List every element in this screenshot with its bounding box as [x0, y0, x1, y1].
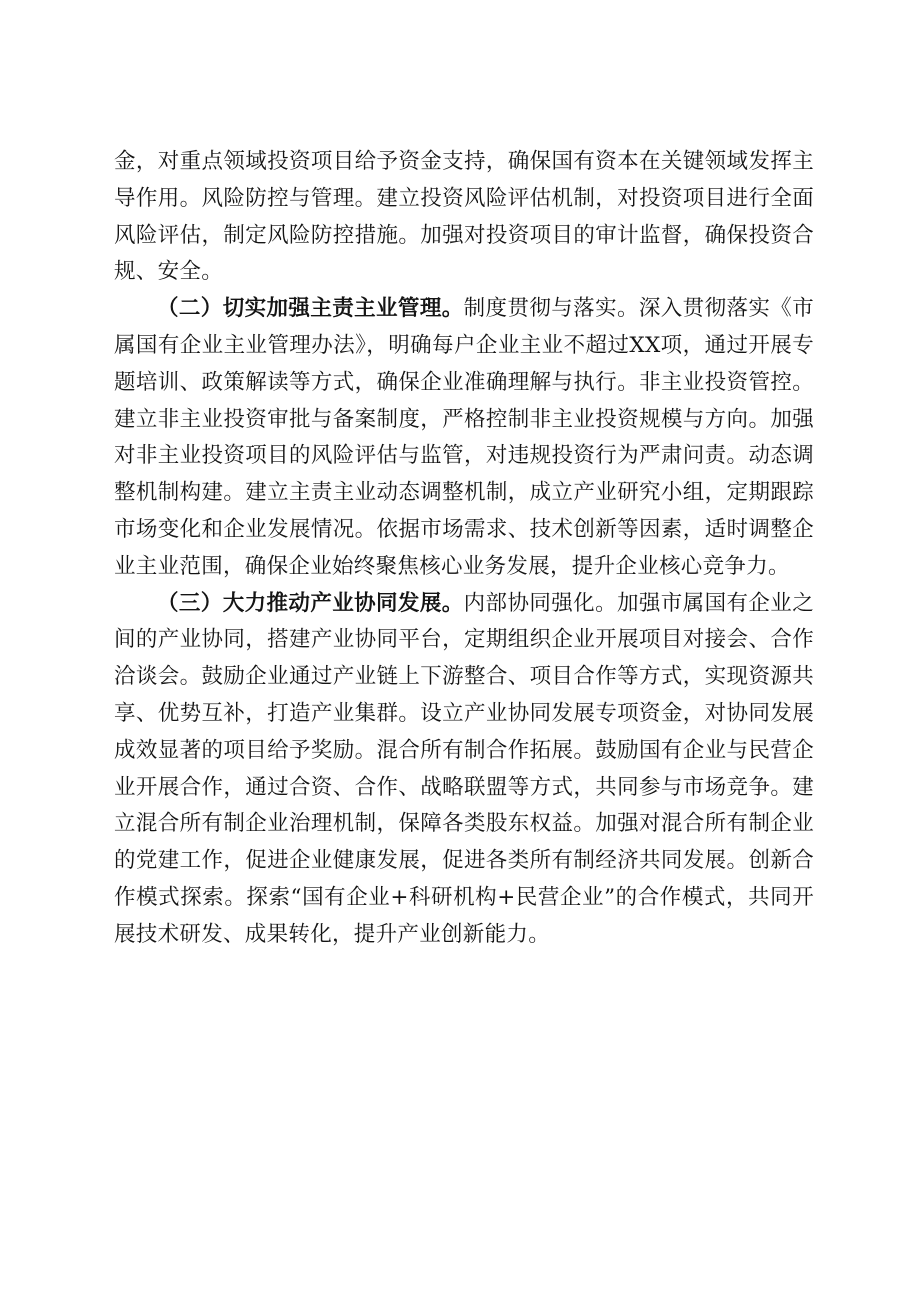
section-heading: （三）大力推动产业协同发展。 [157, 590, 464, 616]
document-body [114, 144, 814, 954]
paragraph-body: 制度贯彻与落实。深入贯彻落实《市属国有企业主业管理办法》，明确每户企业主业不超过XX项，通过开展专题培训、政策解读等方式，确保企业准确理解与执行。非主业投资管控。建立非主业投资审批与备案制度，严格控制非主业投资规模与方向。加强对非主业投资项目的风险评估与监管，对违规投资行为严肃问责。动态调整机制构建。建立主责主业动态调整机制，成立产业研究小组，定期跟踪市场变化和企业发展情况。依据市场需求、技术创新等因素，适时调整企业主业范围，确保企业始终聚焦核心业务发展，提升企业核心竞争力。 [114, 296, 815, 579]
paragraph-body: 内部协同强化。加强市属国有企业之间的产业协同，搭建产业协同平台，定期组织企业开展项目对接会、合作洽谈会。鼓励企业通过产业链上下游整合、项目合作等方式，实现资源共享、优势互补，打造产业集群。设立产业协同发展专项资金，对协同发展成效显著的项目给予奖励。混合所有制合作拓展。鼓励国有企业与民营企业开展合作，通过合资、合作、战略联盟等方式，共同参与市场竞争。建立混合所有制企业治理机制，保障各类股东权益。加强对混合所有制企业的党建工作，促进企业健康发展，促进各类所有制经济共同发展。创新合作模式探索。探索“国有企业+科研机构+民营企业”的合作模式，共同开展技术研发、成果转化，提升产业创新能力。 [114, 590, 815, 947]
paragraph-body: 金，对重点领域投资项目给予资金支持，确保国有资本在关键领域发挥主导作用。风险防控与管理。建立投资风险评估机制，对投资项目进行全面风险评估，制定风险防控措施。加强对投资项目的审计监督，确保投资合规、安全。 [114, 149, 814, 285]
section-heading: （二）切实加强主责主业管理。 [157, 296, 464, 322]
paragraph-section-3 [114, 586, 814, 954]
paragraph-continuation [114, 144, 814, 291]
paragraph-section-2 [114, 291, 814, 585]
